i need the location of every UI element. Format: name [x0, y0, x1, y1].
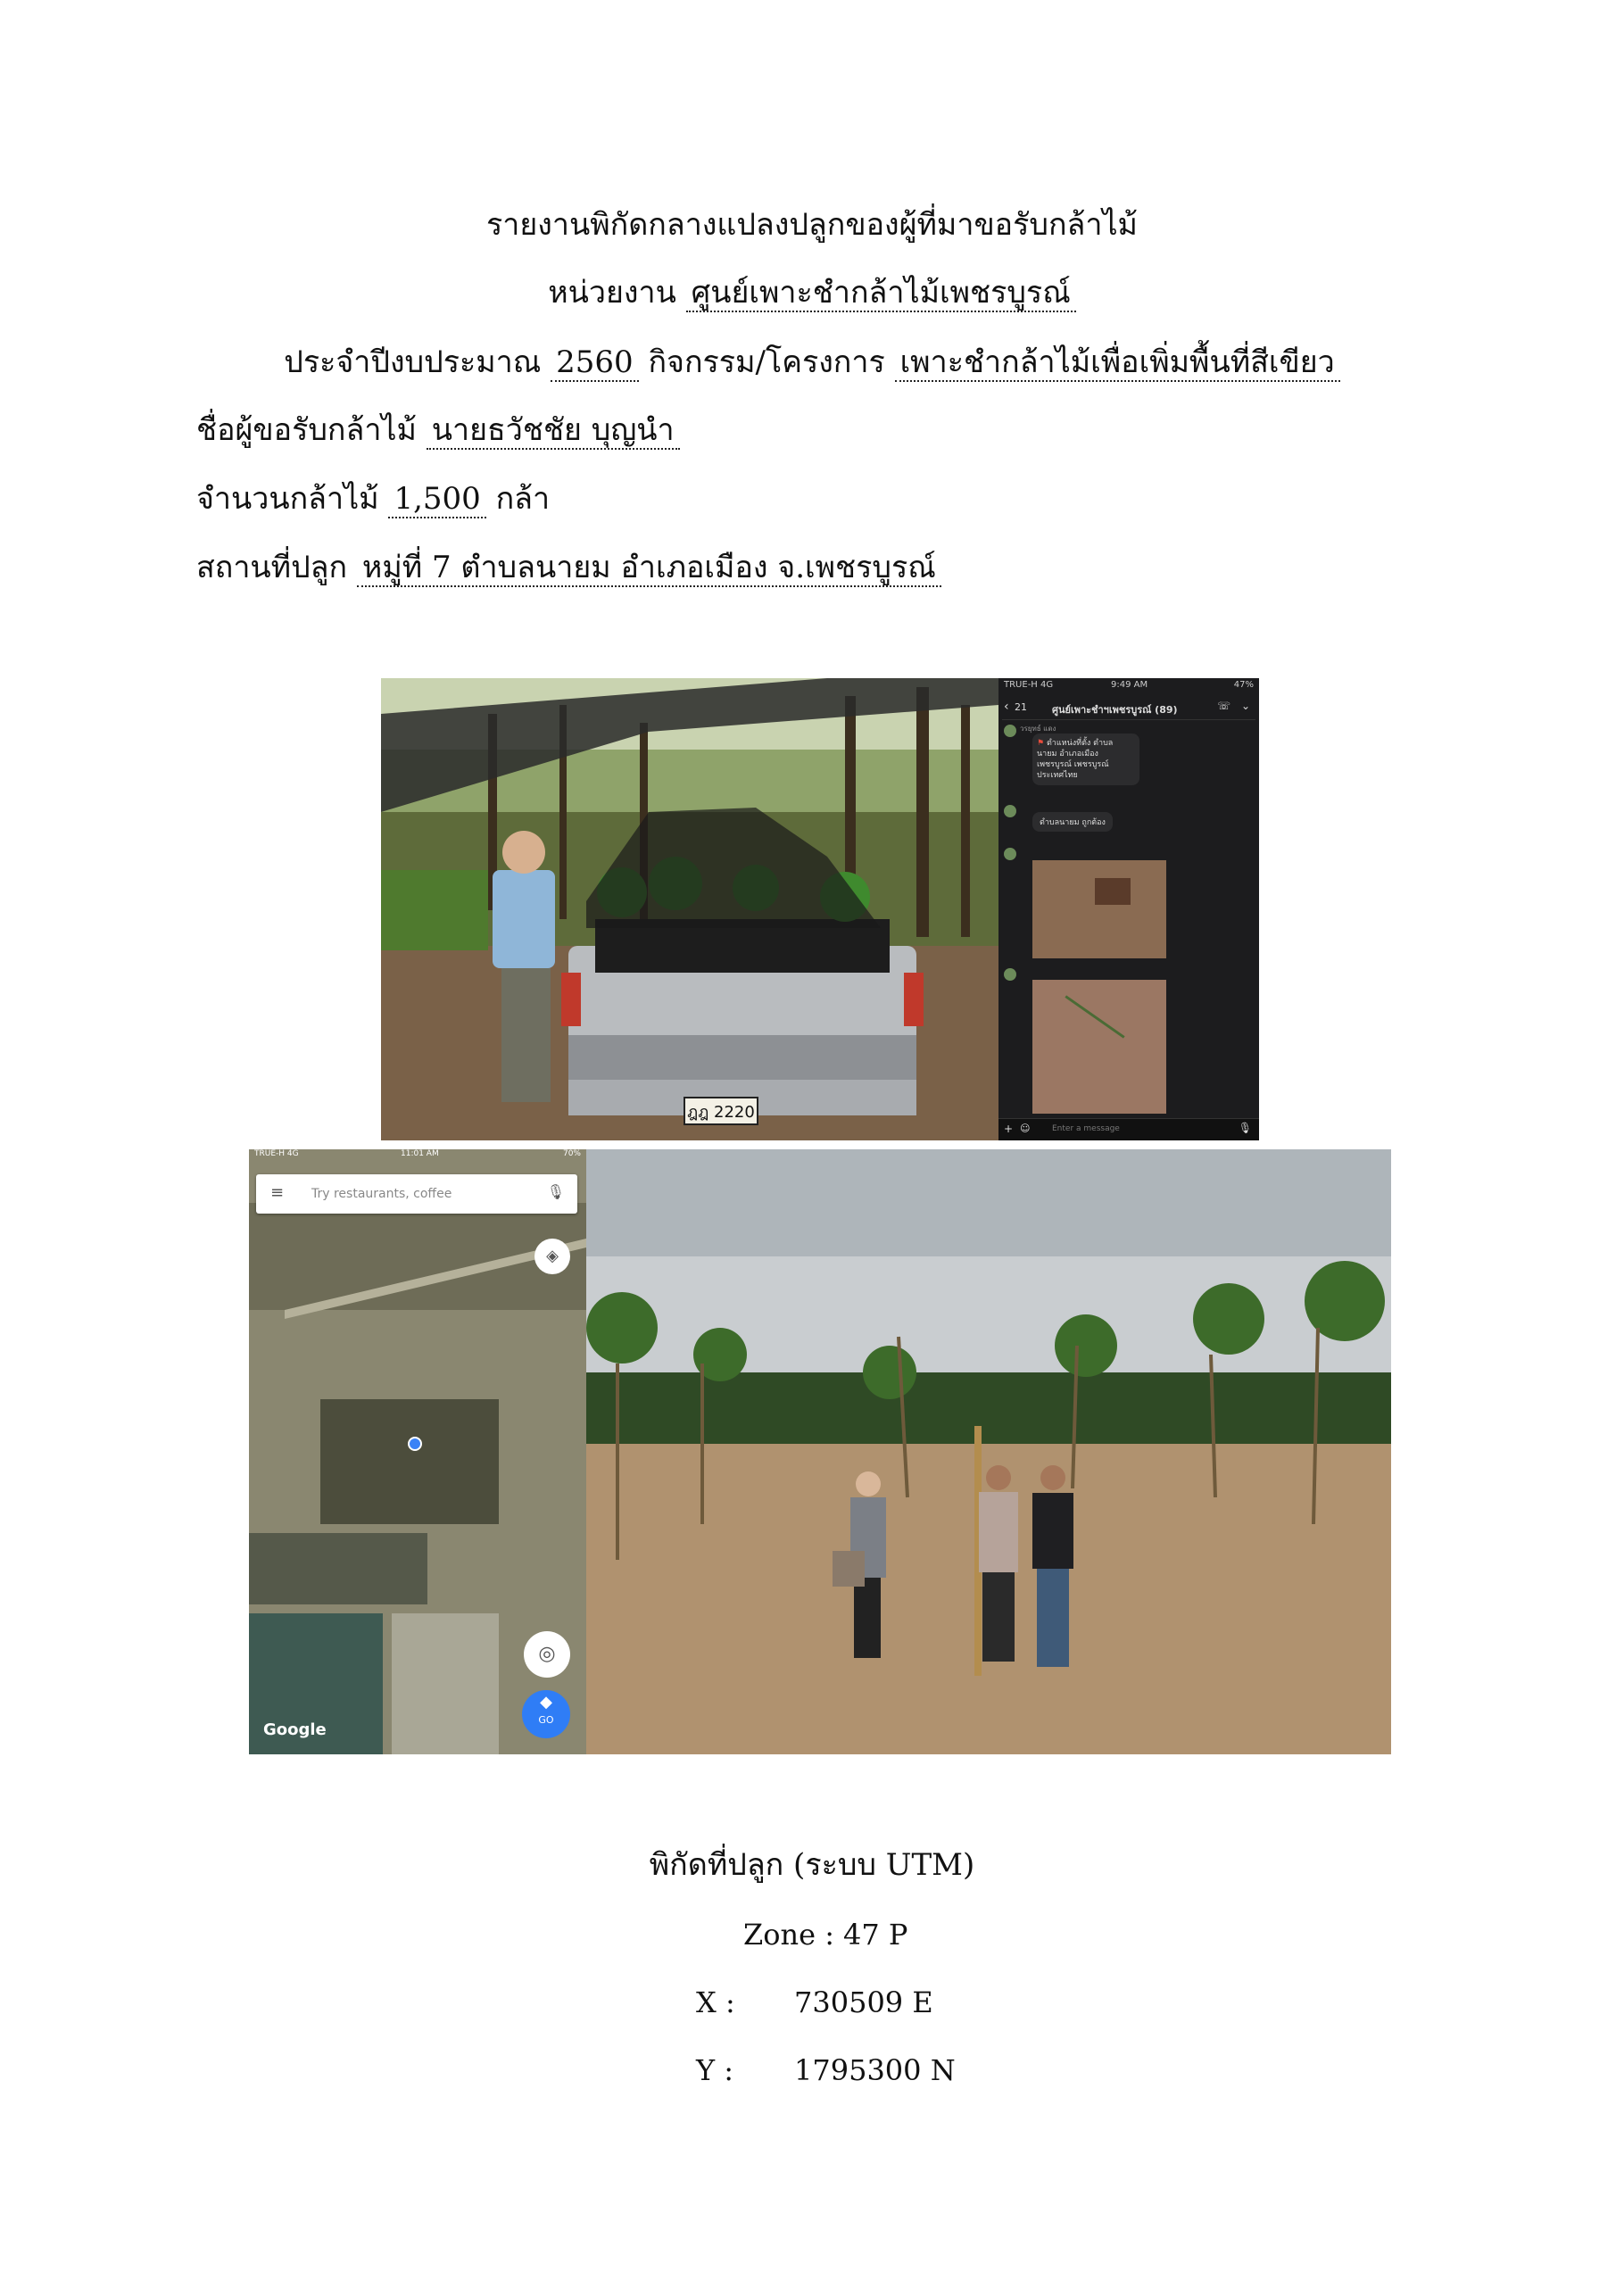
quantity-label: จำนวนกล้าไม้ [196, 481, 379, 517]
chat-status-time: 9:49 AM [1111, 680, 1148, 690]
layers-icon[interactable]: ◈ [534, 1239, 570, 1274]
group-name: ศูนย์เพาะชำฯเพชรบูรณ์ (89) [1052, 704, 1178, 716]
avatar [1004, 848, 1016, 860]
avatar [1004, 968, 1016, 981]
quantity-value: 1,500 [388, 481, 485, 518]
location-dot-icon [409, 1438, 421, 1450]
menu-icon[interactable]: ≡ [270, 1183, 285, 1202]
location-message-text: ตำแหน่งที่ตั้ง ตำบล นายม อำเภอเมือง เพชรบูรณ์ เพชรบูรณ์ ประเทศไทย [1037, 739, 1114, 780]
chat-status-carrier: TRUE-H 4G [1004, 680, 1054, 690]
quantity-line [196, 479, 550, 518]
directions-icon: ◆ [540, 1693, 552, 1712]
unit-label: หน่วยงาน [548, 275, 676, 311]
sender-name: วรยุทธ์ แดง [1020, 725, 1056, 733]
field-photo-image [586, 1149, 1391, 1754]
chat-status-battery: 47% [1233, 680, 1254, 690]
go-label: GO [538, 1714, 554, 1726]
plus-icon[interactable]: + [1004, 1123, 1014, 1135]
google-logo: Google [263, 1720, 327, 1739]
x-value: 730509 E [794, 1985, 933, 2019]
avatar [1004, 725, 1016, 737]
location-line [196, 548, 941, 587]
coordinates-heading: พิกัดที่ปลูก (ระบบ UTM) [649, 1847, 975, 1883]
avatar [1004, 805, 1016, 817]
budget-line [0, 343, 1624, 382]
report-title: รายงานพิกัดกลางแปลงปลูกของผู้ที่มาขอรับกล้าไม้ [486, 207, 1138, 243]
map-status-carrier: TRUE-H 4G [254, 1149, 299, 1158]
tractor-shape [1095, 878, 1131, 905]
zone-value: 47 P [843, 1918, 908, 1952]
call-icon[interactable]: ☏ [1216, 700, 1230, 712]
activity-label: กิจกรรม/โครงการ [648, 344, 885, 380]
flag-icon: ⚑ [1037, 739, 1045, 748]
field-photo [586, 1149, 1391, 1754]
activity-value: เพาะชำกล้าไม้เพื่อเพิ่มพื้นที่สีเขียว [895, 344, 1340, 382]
map-status-time: 11:01 AM [401, 1149, 439, 1158]
truck-plate: ฎฎ 2220 [687, 1103, 755, 1122]
location-label: สถานที่ปลูก [196, 550, 348, 585]
message-input[interactable]: Enter a message [1052, 1124, 1120, 1133]
map-status-bar [249, 1149, 586, 1162]
y-value: 1795300 N [794, 2053, 956, 2087]
chat-input-bar [998, 1118, 1259, 1140]
budget-label: ประจำปีงบประมาณ [284, 344, 542, 380]
emoji-icon[interactable]: ☺ [1020, 1123, 1031, 1134]
chat-screenshot [998, 678, 1259, 1140]
quantity-unit: กล้า [495, 481, 551, 517]
chat-header [1002, 696, 1255, 720]
map-status-battery: 70% [562, 1149, 581, 1158]
recipient-value: นายธวัชชัย บุญนำ [427, 412, 680, 450]
map-screenshot [249, 1149, 586, 1754]
location-value: หมู่ที่ 7 ตำบลนายม อำเภอเมือง จ.เพชรบูรณ์ [357, 550, 941, 587]
x-label: X : [696, 1985, 735, 2019]
zone-label: Zone : [743, 1918, 834, 1952]
back-count[interactable]: 21 [1015, 701, 1027, 713]
y-label: Y : [696, 2053, 734, 2087]
chat-photo-planting[interactable] [1032, 980, 1166, 1114]
back-chevron-icon[interactable]: ‹ [1004, 700, 1009, 714]
budget-year: 2560 [551, 344, 639, 382]
truck-photo-image [381, 678, 998, 1140]
my-location-icon[interactable]: ◎ [524, 1631, 570, 1678]
mic-icon[interactable]: 🎙 [546, 1183, 565, 1200]
truck-photo [381, 678, 998, 1140]
go-button[interactable] [522, 1690, 570, 1738]
unit-value: ศูนย์เพาะชำกล้าไม้เพชรบูรณ์ [686, 275, 1076, 312]
chevron-down-icon[interactable]: ⌄ [1240, 700, 1250, 712]
chat-photo-tractor[interactable] [1032, 860, 1166, 958]
location-message[interactable] [1032, 734, 1139, 785]
map-search-input[interactable]: Try restaurants, coffee [311, 1187, 452, 1201]
unit-line [0, 273, 1624, 312]
seedling-row-shape [1065, 995, 1124, 1038]
recipient-label: ชื่อผู้ขอรับกล้าไม้ [196, 412, 417, 448]
text-message[interactable]: ตำบลนายม ถูกต้อง [1032, 812, 1113, 832]
mic-icon[interactable]: 🎙 [1238, 1122, 1252, 1134]
map-search-bar[interactable] [256, 1174, 577, 1214]
recipient-line [196, 410, 680, 450]
